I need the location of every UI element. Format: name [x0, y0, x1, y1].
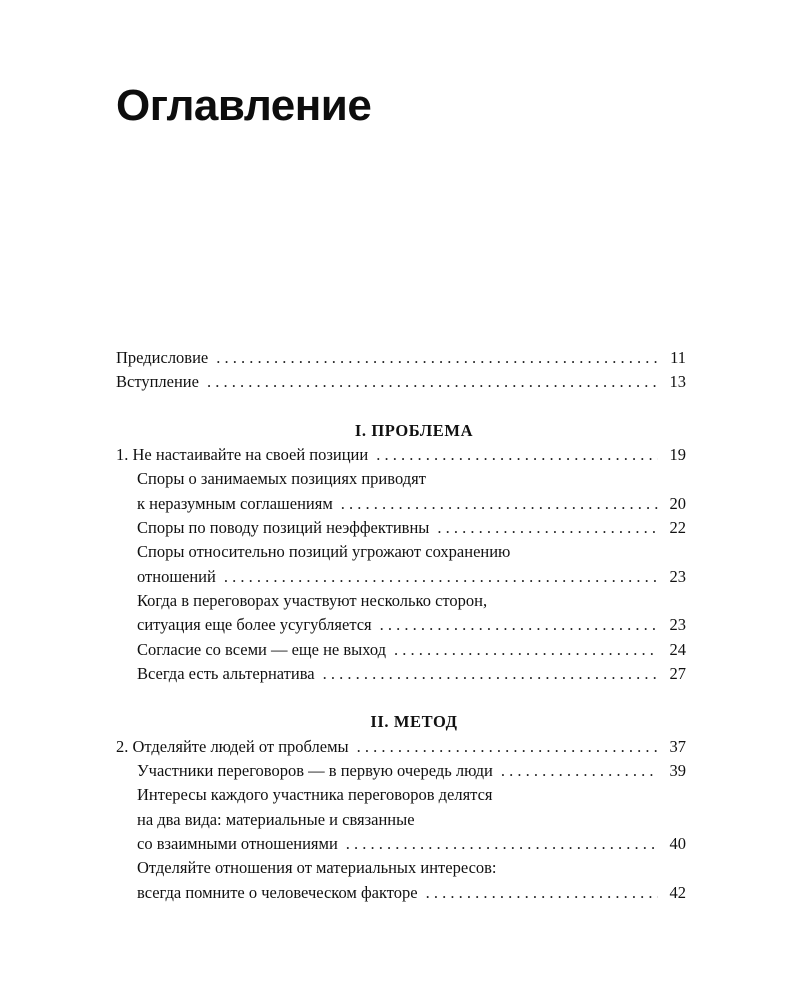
table-of-contents	[116, 346, 686, 905]
section-heading-problem: I. ПРОБЛЕМА	[354, 420, 474, 440]
toc-entry[interactable]	[116, 638, 686, 662]
toc-entry-label-continued: Споры относительно позиций угрожают сохранению	[137, 542, 511, 562]
toc-entry-label: Участники переговоров — в первую очередь люди	[137, 761, 493, 781]
dot-leader	[346, 832, 658, 856]
dot-leader	[323, 662, 658, 686]
toc-entry-label: Вступление	[116, 372, 199, 392]
toc-page-number: 19	[669, 445, 686, 465]
toc-page-number: 22	[669, 518, 686, 538]
dot-leader	[380, 613, 658, 637]
toc-page-number: 11	[670, 348, 686, 367]
dot-leader	[341, 492, 658, 516]
toc-entry-label: отношений	[137, 566, 216, 586]
toc-entry-label: Споры по поводу позиций неэффективны	[137, 518, 430, 538]
dot-leader	[394, 638, 658, 662]
dot-leader	[426, 881, 658, 905]
dot-leader	[207, 370, 658, 394]
section-heading-method: II. МЕТОД	[370, 712, 458, 732]
toc-entry-label: ситуация еще более усугубляется	[137, 615, 372, 635]
toc-entry-label-continued: Когда в переговорах участвуют несколько сторон,	[137, 590, 488, 610]
dot-leader	[501, 759, 658, 783]
toc-entry-label: Всегда есть альтернатива	[137, 663, 315, 683]
toc-entry-label: 2. Отделяйте людей от проблемы	[116, 736, 349, 756]
toc-entry-label: всегда помните о человеческом факторе	[137, 882, 418, 902]
dot-leader	[224, 565, 658, 589]
toc-page-number: 39	[669, 761, 686, 781]
toc-entry-label: Согласие со всеми — еще не выход	[137, 639, 387, 659]
toc-page-number: 24	[669, 639, 686, 659]
toc-entry-label: со взаимными отношениями	[137, 833, 338, 853]
toc-entry-label: Предисловие	[116, 348, 209, 367]
toc-entry-label-continued: Отделяйте отношения от материальных интересов:	[137, 858, 497, 878]
dot-leader	[216, 346, 658, 370]
toc-page-number: 23	[669, 615, 686, 635]
toc-entry[interactable]	[116, 832, 686, 856]
dot-leader	[357, 735, 658, 759]
toc-page-number: 40	[669, 833, 686, 853]
toc-page-number: 42	[669, 882, 686, 902]
toc-entry-introduction[interactable]	[116, 370, 686, 394]
toc-chapter-2[interactable]	[116, 735, 686, 759]
dot-leader	[376, 443, 658, 467]
toc-page-number: 13	[669, 372, 686, 392]
page-title: Оглавление	[116, 81, 372, 130]
toc-entry[interactable]	[116, 881, 686, 905]
toc-entry-label-continued: Споры о занимаемых позициях приводят	[137, 469, 426, 489]
dot-leader	[437, 516, 658, 540]
toc-entry[interactable]	[116, 662, 686, 686]
toc-page-number: 20	[669, 493, 686, 513]
toc-entry-label-continued: на два вида: материальные и связанные	[137, 809, 415, 829]
toc-chapter-1[interactable]	[116, 443, 686, 467]
toc-entry-foreword[interactable]	[116, 346, 686, 370]
toc-page-number: 37	[669, 736, 686, 756]
toc-entry[interactable]	[116, 565, 686, 589]
toc-entry[interactable]	[116, 613, 686, 637]
toc-entry[interactable]	[116, 492, 686, 516]
toc-entry-label-continued: Интересы каждого участника переговоров делятся	[137, 785, 493, 805]
toc-entry[interactable]	[116, 759, 686, 783]
toc-entry-label: 1. Не настаивайте на своей позиции	[116, 445, 369, 465]
toc-entry-label: к неразумным соглашениям	[137, 493, 333, 513]
toc-page-number: 23	[669, 566, 686, 586]
toc-page-number: 27	[669, 663, 686, 683]
toc-entry[interactable]	[116, 516, 686, 540]
